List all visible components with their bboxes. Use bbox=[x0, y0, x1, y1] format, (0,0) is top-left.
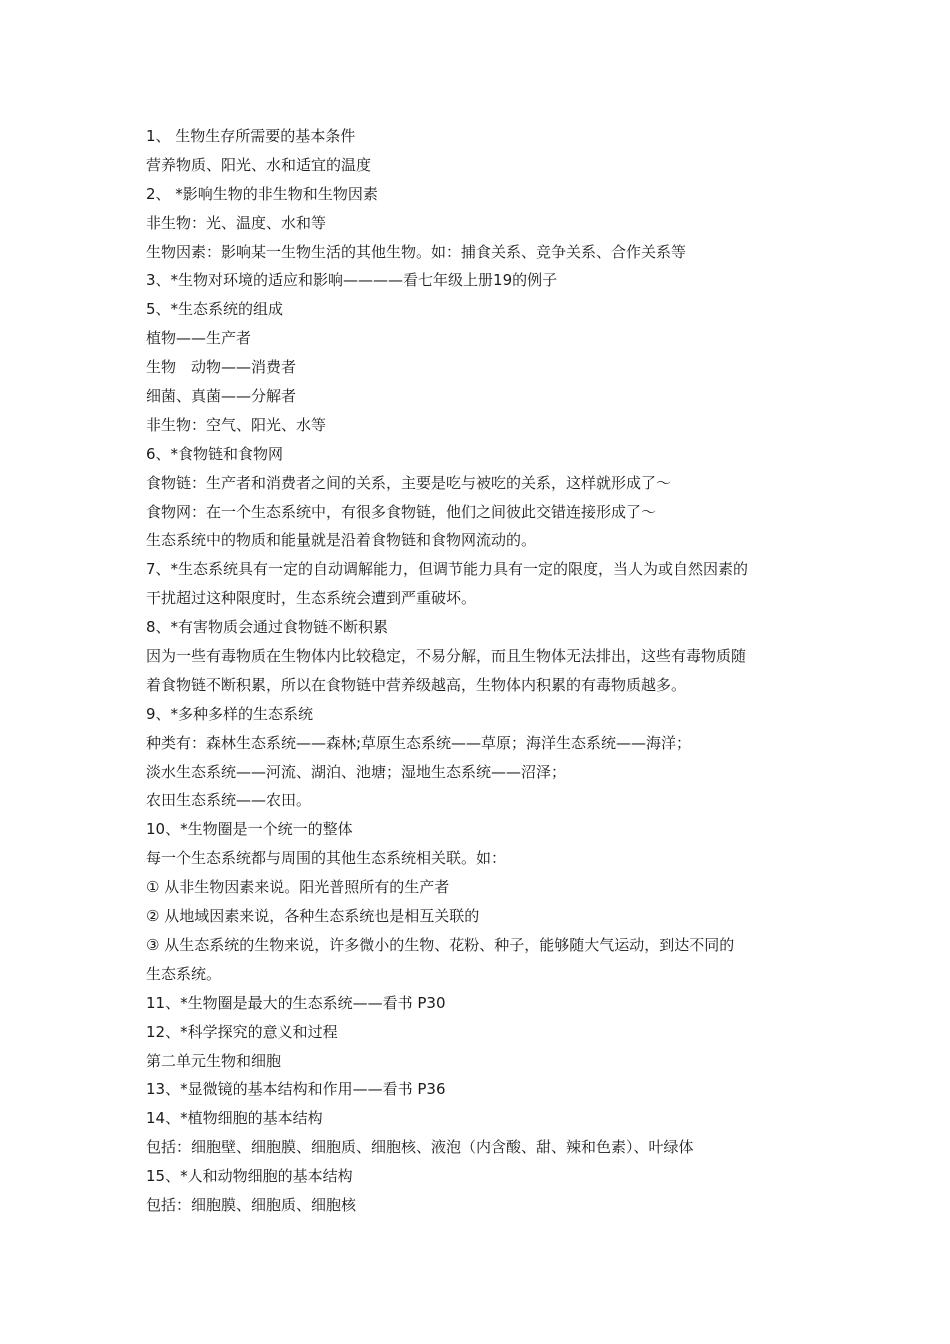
list-item: ③ 从生态系统的生物来说，许多微小的生物、花粉、种子，能够随大气运动，到达不同的 bbox=[146, 935, 735, 954]
text-line: 生态系统中的物质和能量就是沿着食物链和食物网流动的。 bbox=[146, 531, 537, 550]
heading-10: 10、*生物圈是一个统一的整体 bbox=[146, 820, 353, 839]
heading-6: 6、*食物链和食物网 bbox=[146, 444, 284, 463]
heading-9: 9、*多种多样的生态系统 bbox=[146, 704, 314, 723]
document-body bbox=[146, 122, 816, 1220]
heading-7: 7、*生态系统具有一定的自动调解能力，但调节能力具有一定的限度，当人为或自然因素的 bbox=[146, 560, 749, 579]
heading-13: 13、*显微镜的基本结构和作用——看书 P36 bbox=[146, 1080, 446, 1099]
text-line: 食物链：生产者和消费者之间的关系，主要是吃与被吃的关系，这样就形成了～ bbox=[146, 473, 672, 492]
text-line: 非生物：空气、阳光、水等 bbox=[146, 415, 327, 434]
text-line: 包括：细胞膜、细胞质、细胞核 bbox=[146, 1195, 357, 1214]
text-line: 生态系统。 bbox=[146, 964, 222, 983]
text-line: 包括：细胞壁、细胞膜、细胞质、细胞核、液泡（内含酸、甜、辣和色素）、叶绿体 bbox=[146, 1138, 694, 1157]
heading-12: 12、*科学探究的意义和过程 bbox=[146, 1022, 338, 1041]
list-item: ① 从非生物因素来说。阳光普照所有的生产者 bbox=[146, 878, 450, 897]
text-line: 非生物：光、温度、水和等 bbox=[146, 213, 327, 232]
heading-15: 15、*人和动物细胞的基本结构 bbox=[146, 1167, 353, 1186]
text-line: 着食物链不断积累，所以在食物链中营养级越高，生物体内积累的有毒物质越多。 bbox=[146, 675, 687, 694]
heading-14: 14、*植物细胞的基本结构 bbox=[146, 1109, 323, 1128]
heading-11: 11、*生物圈是最大的生态系统——看书 P30 bbox=[146, 993, 446, 1012]
text-line: 每一个生态系统都与周围的其他生态系统相关联。如： bbox=[146, 849, 507, 868]
heading-1: 1、 生物生存所需要的基本条件 bbox=[146, 127, 356, 145]
heading-3: 3、*生物对环境的适应和影响————看七年级上册19的例子 bbox=[146, 271, 558, 290]
text-line: 种类有：森林生态系统——森林;草原生态系统——草原；海洋生态系统——海洋； bbox=[146, 733, 692, 752]
text-line: 农田生态系统——农田。 bbox=[146, 791, 312, 810]
heading-5: 5、*生态系统的组成 bbox=[146, 300, 284, 319]
text-line: 干扰超过这种限度时，生态系统会遭到严重破坏。 bbox=[146, 589, 477, 608]
text-line: 营养物质、阳光、水和适宜的温度 bbox=[146, 155, 372, 174]
unit-title: 第二单元生物和细胞 bbox=[146, 1051, 282, 1070]
text-line: 食物网：在一个生态系统中，有很多食物链，他们之间彼此交错连接形成了～ bbox=[146, 502, 657, 521]
list-item: ② 从地域因素来说，各种生态系统也是相互关联的 bbox=[146, 907, 480, 926]
text-line: 淡水生态系统——河流、湖泊、池塘；湿地生态系统——沼泽； bbox=[146, 762, 567, 781]
heading-8: 8、*有害物质会通过食物链不断积累 bbox=[146, 618, 389, 637]
text-line: 生物 动物——消费者 bbox=[146, 358, 297, 377]
heading-2: 2、 *影响生物的非生物和生物因素 bbox=[146, 184, 378, 203]
text-line: 植物——生产者 bbox=[146, 329, 252, 348]
text-line: 细菌、真菌——分解者 bbox=[146, 387, 297, 406]
text-line: 因为一些有毒物质在生物体内比较稳定，不易分解，而且生物体无法排出，这些有毒物质随 bbox=[146, 647, 747, 666]
text-line: 生物因素：影响某一生物生活的其他生物。如：捕食关系、竞争关系、合作关系等 bbox=[146, 242, 687, 261]
